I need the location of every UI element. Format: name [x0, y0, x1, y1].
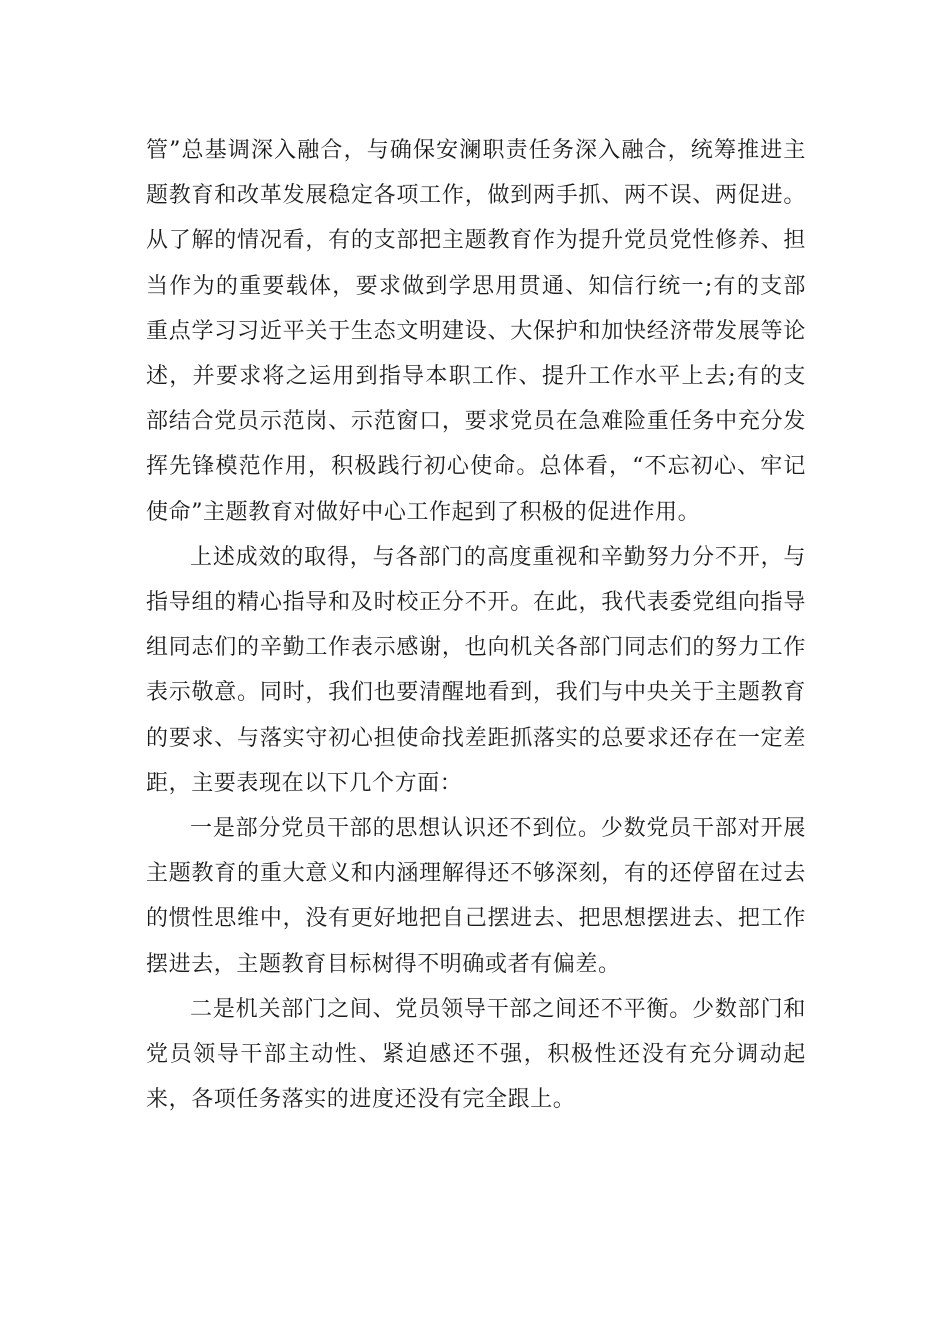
paragraph-issue-two: 二是机关部门之间、党员领导干部之间还不平衡。少数部门和党员领导干部主动性、紧迫感还不强，积极性还没有充分调动起来，各项任务落实的进度还没有完全跟上。 [146, 996, 806, 1113]
paragraph-continued: 管”总基调深入融合，与确保安澜职责任务深入融合，统筹推进主题教育和改革发展稳定各项工作，做到两手抓、两不误、两促进。从了解的情况看，有的支部把主题教育作为提升党员党性修养、担当作为的重要载体，要求做到学思用贯通、知信行统一;有的支部重点学习习近平关于生态文明建设、大保护和加快经济带发展等论述，并要求将之运用到指导本职工作、提升工作水平上去;有的支部结合党员示范岗、示范窗口，要求党员在急难险重任务中充分发挥先锋模范作用，积极践行初心使命。总体看，“不忘初心、牢记使命”主题教育对做好中心工作起到了积极的促进作用。 [146, 138, 806, 525]
paragraph-achievements-gaps: 上述成效的取得，与各部门的高度重视和辛勤努力分不开，与指导组的精心指导和及时校正分不开。在此，我代表委党组向指导组同志们的辛勤工作表示感谢，也向机关各部门同志们的努力工作表示敬意。同时，我们也要清醒地看到，我们与中央关于主题教育的要求、与落实守初心担使命找差距抓落实的总要求还存在一定差距，主要表现在以下几个方面： [146, 544, 806, 796]
paragraph-issue-one: 一是部分党员干部的思想认识还不到位。少数党员干部对开展主题教育的重大意义和内涵理解得还不够深刻，有的还停留在过去的惯性思维中，没有更好地把自己摆进去、把思想摆进去、把工作摆进去，主题教育目标树得不明确或者有偏差。 [146, 816, 806, 977]
document-body [146, 128, 806, 1122]
